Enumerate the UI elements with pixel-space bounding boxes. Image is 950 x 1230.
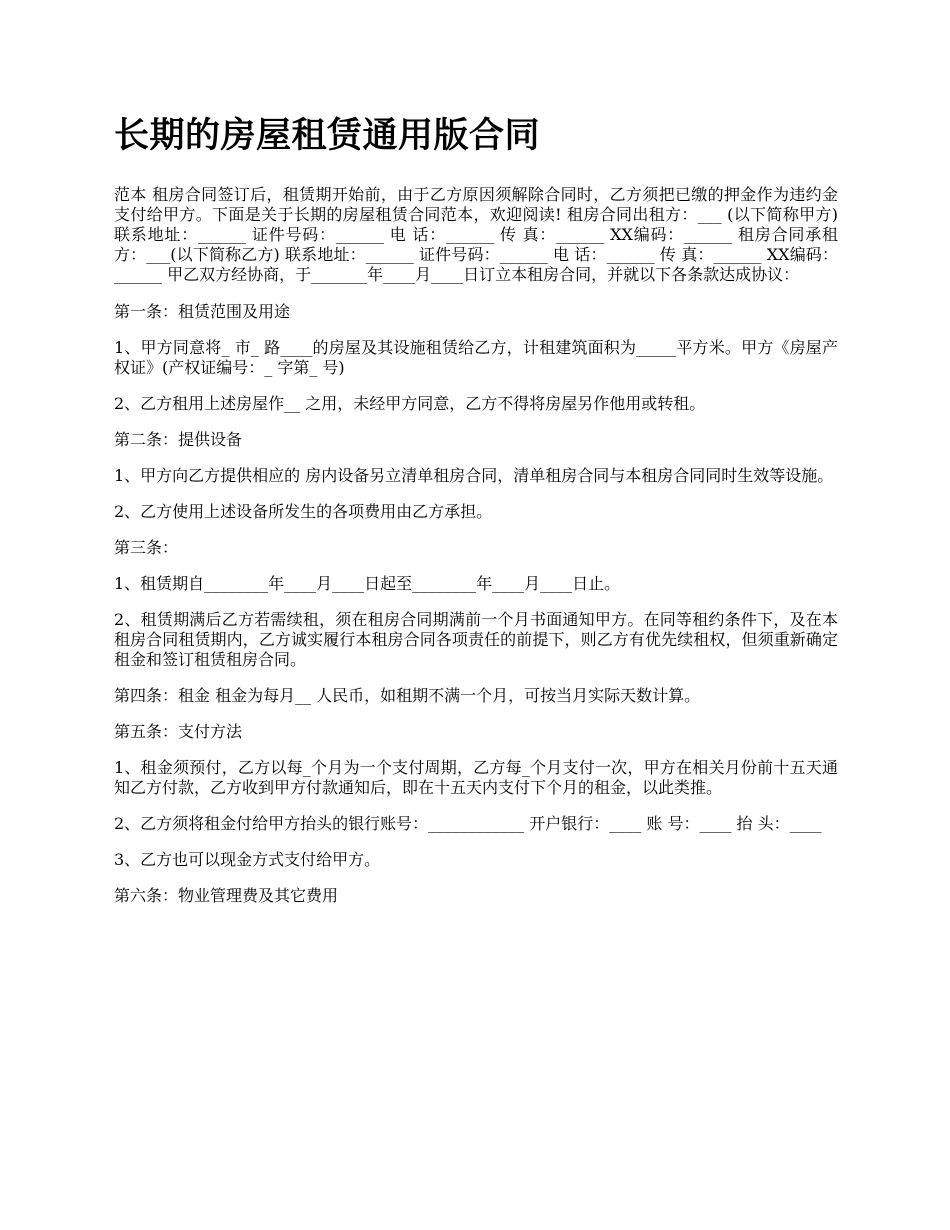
article-2-heading: 第二条：提供设备	[114, 430, 243, 449]
article-5-clause-2: 2、乙方须将租金付给甲方抬头的银行账号：____________ 开户银行：____ 账 号：____ 抬 头：____	[114, 814, 822, 833]
article-1-clause-2: 2、乙方租用上述房屋作__ 之用，未经甲方同意，乙方不得将房屋另作他用或转租。	[114, 394, 706, 413]
article-3-heading: 第三条：	[114, 538, 179, 557]
intro-paragraph: 范本 租房合同签订后，租赁期开始前，由于乙方原因须解除合同时，乙方须把已缴的押金作为违约金支付给甲方。下面是关于长期的房屋租赁合同范本，欢迎阅读! 租房合同出租方：___ (以下简称甲方) 联系地址：______ 证件号码：______ 电 话：______ 传 真：______ XX编码：______ 租房合同承租方：___(以下简称乙方) 联系地址：______ 证件号码：______ 电 话：______ 传 真：______ XX编码：______ 甲乙双方经协商，于_______年____月____日订立本租房合同，并就以下各条款达成协议：	[114, 185, 838, 284]
article-4-rent: 第四条：租金 租金为每月__ 人民币，如租期不满一个月，可按当月实际天数计算。	[114, 686, 701, 705]
document-page	[114, 112, 838, 922]
document-title: 长期的房屋租赁通用版合同	[114, 115, 541, 156]
article-3-clause-1: 1、租赁期自________年____月____日起至________年____月____日止。	[114, 574, 621, 593]
article-5-clause-3: 3、乙方也可以现金方式支付给甲方。	[114, 850, 381, 869]
article-5-heading: 第五条：支付方法	[114, 722, 243, 741]
article-1-clause-1: 1、甲方同意将_ 市_ 路____的房屋及其设施租赁给乙方，计租建筑面积为_____平方米。甲方《房屋产权证》(产权证编号：_ 字第_ 号)	[114, 338, 838, 377]
article-1-heading: 第一条：租赁范围及用途	[114, 302, 291, 321]
article-6-heading: 第六条：物业管理费及其它费用	[114, 886, 339, 905]
article-2-clause-1: 1、甲方向乙方提供相应的 房内设备另立清单租房合同，清单租房合同与本租房合同同时生效等设施。	[114, 466, 834, 485]
article-2-clause-2: 2、乙方使用上述设备所发生的各项费用由乙方承担。	[114, 502, 493, 521]
article-3-clause-2: 2、租赁期满后乙方若需续租，须在租房合同期满前一个月书面通知甲方。在同等租约条件下，及在本租房合同租赁期内，乙方诚实履行本租房合同各项责任的前提下，则乙方有优先续租权，但须重新确定租金和签订租赁租房合同。	[114, 610, 838, 669]
article-5-clause-1: 1、租金须预付，乙方以每_个月为一个支付周期，乙方每_个月支付一次，甲方在相关月份前十五天通知乙方付款，乙方收到甲方付款通知后，即在十五天内支付下个月的租金，以此类推。	[114, 758, 838, 797]
